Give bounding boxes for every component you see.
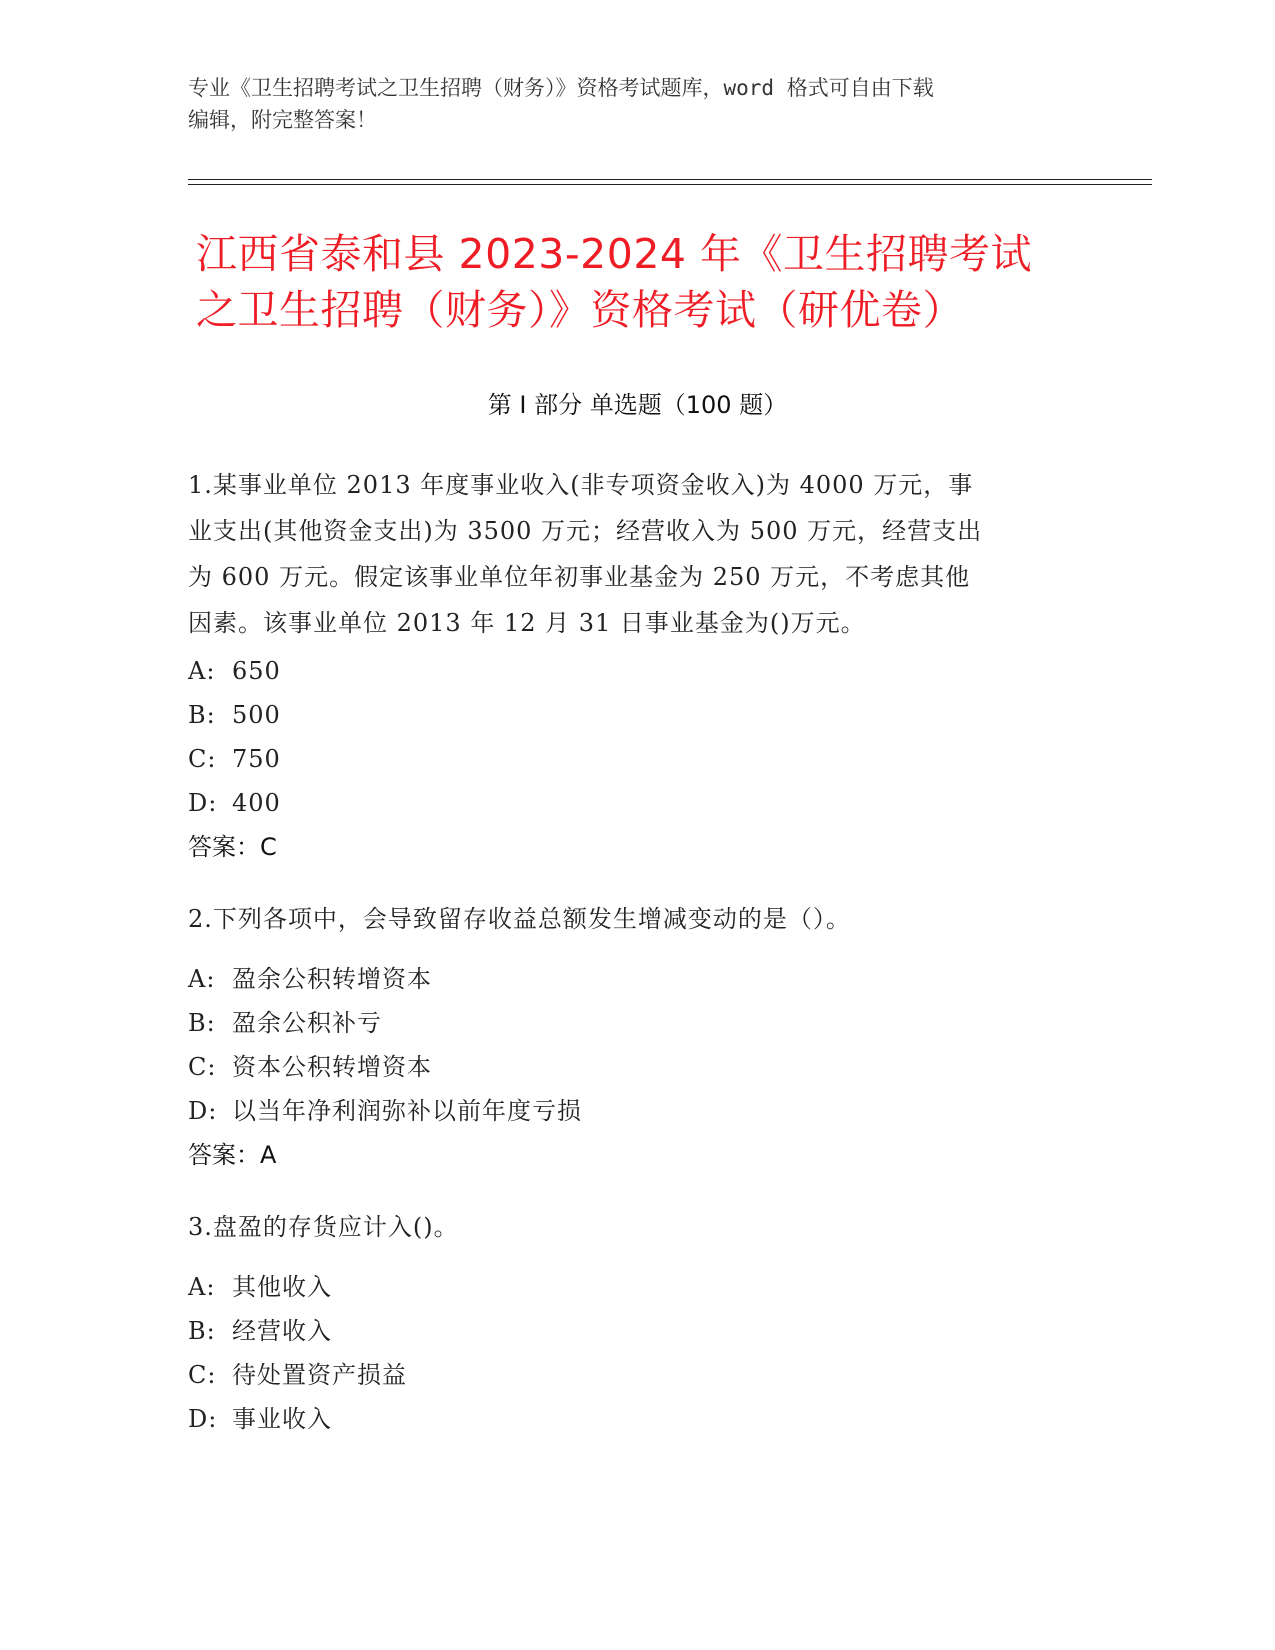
question-2-option-a [188,962,1068,996]
question-line: 1.某事业单位 2013 年度事业收入(非专项资金收入)为 4000 万元，事 [188,471,974,499]
question-3-option-c [188,1358,1068,1392]
question-2-option-b [188,1006,1068,1040]
header-divider [188,179,1152,180]
question-1-text [188,462,1068,646]
option-text: 500 [232,701,281,729]
question-1-option-a [188,654,1068,688]
question-2-option-d [188,1094,1068,1128]
option-text: 其他收入 [232,1273,332,1301]
question-1-option-d [188,786,1068,820]
option-letter: B: [188,701,216,729]
option-letter: D: [188,789,218,817]
option-letter: A: [188,1273,216,1301]
option-letter: C: [188,745,217,773]
option-letter: C: [188,1361,217,1389]
document-title [196,226,1136,338]
question-1-answer: 答案：C [188,833,277,861]
option-letter: B: [188,1009,216,1037]
option-text: 以当年净利润弥补以前年度亏损 [232,1097,582,1125]
question-3-text [188,1204,1068,1250]
question-3-option-d [188,1402,1068,1436]
option-text: 资本公积转增资本 [232,1053,432,1081]
option-text: 事业收入 [232,1405,332,1433]
question-line: 为 600 万元。假定该事业单位年初事业基金为 250 万元，不考虑其他 [188,563,971,591]
option-text: 750 [232,745,281,773]
option-text: 待处置资产损益 [232,1361,407,1389]
header-divider [188,184,1152,185]
question-2-answer: 答案：A [188,1141,277,1169]
question-line: 3.盘盈的存货应计入()。 [188,1213,459,1241]
option-letter: B: [188,1317,216,1345]
title-line: 江西省泰和县 2023-2024 年《卫生招聘考试 [196,230,1033,278]
option-letter: A: [188,965,216,993]
question-3-option-b [188,1314,1068,1348]
question-2-option-c [188,1050,1068,1084]
header-note [188,72,1088,136]
option-letter: C: [188,1053,217,1081]
question-2-text [188,896,1068,942]
question-3-option-a [188,1270,1068,1304]
option-letter: D: [188,1405,218,1433]
option-text: 盈余公积转增资本 [232,965,432,993]
option-letter: D: [188,1097,218,1125]
option-text: 650 [232,657,281,685]
section-heading: 第 I 部分 单选题（100 题） [487,391,788,419]
question-1-option-b [188,698,1068,732]
option-text: 经营收入 [232,1317,332,1345]
question-line: 因素。该事业单位 2013 年 12 月 31 日事业基金为()万元。 [188,609,866,637]
option-letter: A: [188,657,216,685]
option-text: 400 [232,789,281,817]
header-note-line: 专业《卫生招聘考试之卫生招聘（财务）》资格考试题库，word 格式可自由下载 [188,76,934,100]
question-line: 业支出(其他资金支出)为 3500 万元；经营收入为 500 万元，经营支出 [188,517,983,545]
option-text: 盈余公积补亏 [232,1009,382,1037]
question-1-option-c [188,742,1068,776]
title-line: 之卫生招聘（财务）》资格考试（研优卷） [196,286,964,334]
question-line: 2.下列各项中，会导致留存收益总额发生增减变动的是（）。 [188,905,851,933]
header-note-line: 编辑，附完整答案！ [188,108,377,132]
